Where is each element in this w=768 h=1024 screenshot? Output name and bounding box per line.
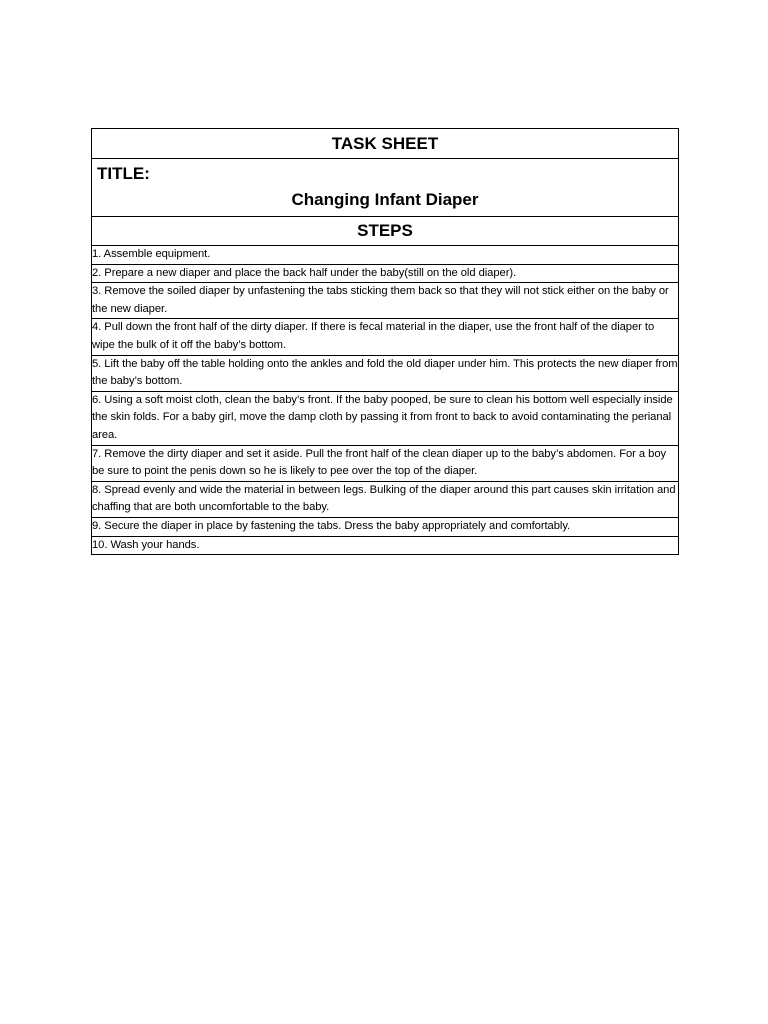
step-text: 4. Pull down the front half of the dirty diaper. If there is fecal material in the diaper, use the front half of the diaper to wipe the bulk of it off the baby’s bottom.	[92, 321, 655, 351]
step-item	[92, 319, 679, 355]
step-item	[92, 246, 679, 265]
step-text: 1. Assemble equipment.	[92, 248, 211, 260]
title-row	[92, 159, 679, 217]
step-text: 6. Using a soft moist cloth, clean the baby’s front. If the baby pooped, be sure to clean his bottom well especially inside the skin folds. For a baby girl, move the damp cloth by passing it from front to back to avoid contaminating the perianal area.	[92, 393, 673, 441]
step-row	[92, 355, 679, 391]
step-text: 10. Wash your hands.	[92, 538, 200, 551]
heading-row	[92, 129, 679, 159]
steps-heading: STEPS	[92, 217, 679, 246]
step-item	[92, 445, 679, 481]
step-item	[92, 391, 679, 445]
step-item	[92, 355, 679, 391]
title-label: TITLE:	[97, 164, 150, 183]
steps-heading-row	[92, 217, 679, 246]
step-row	[92, 246, 679, 265]
step-row	[92, 283, 679, 319]
step-text: 3. Remove the soiled diaper by unfastening the tabs sticking them back so that they will not stick either on the baby or the new diaper.	[92, 285, 669, 315]
step-row	[92, 264, 679, 283]
step-row	[92, 319, 679, 355]
step-item	[92, 264, 679, 283]
step-item	[92, 517, 679, 536]
step-row	[92, 536, 679, 555]
step-item	[92, 481, 679, 517]
step-text: 8. Spread evenly and wide the material in between legs. Bulking of the diaper around this part causes skin irritation and chaffing that are both uncomfortable to the baby.	[92, 483, 676, 514]
step-item	[92, 283, 679, 319]
step-text: 7. Remove the dirty diaper and set it aside. Pull the front half of the clean diaper up to the baby’s abdomen. For a boy be sure to point the penis down so he is likely to pee over the top of the diaper.	[92, 447, 667, 478]
task-sheet-heading: TASK SHEET	[92, 129, 679, 159]
task-sheet-table	[91, 128, 679, 555]
title-cell	[92, 159, 679, 217]
step-text: 2. Prepare a new diaper and place the back half under the baby(still on the old diaper).	[92, 266, 517, 279]
step-row	[92, 391, 679, 445]
step-row	[92, 445, 679, 481]
step-item	[92, 536, 679, 555]
step-row	[92, 481, 679, 517]
step-row	[92, 517, 679, 536]
document-title: Changing Infant Diaper	[291, 190, 479, 209]
step-text: 9. Secure the diaper in place by fastening the tabs. Dress the baby appropriately and comfortably.	[92, 519, 571, 532]
step-text: 5. Lift the baby off the table holding onto the ankles and fold the old diaper under him. This protects the new diaper from the baby’s bottom.	[92, 357, 678, 388]
